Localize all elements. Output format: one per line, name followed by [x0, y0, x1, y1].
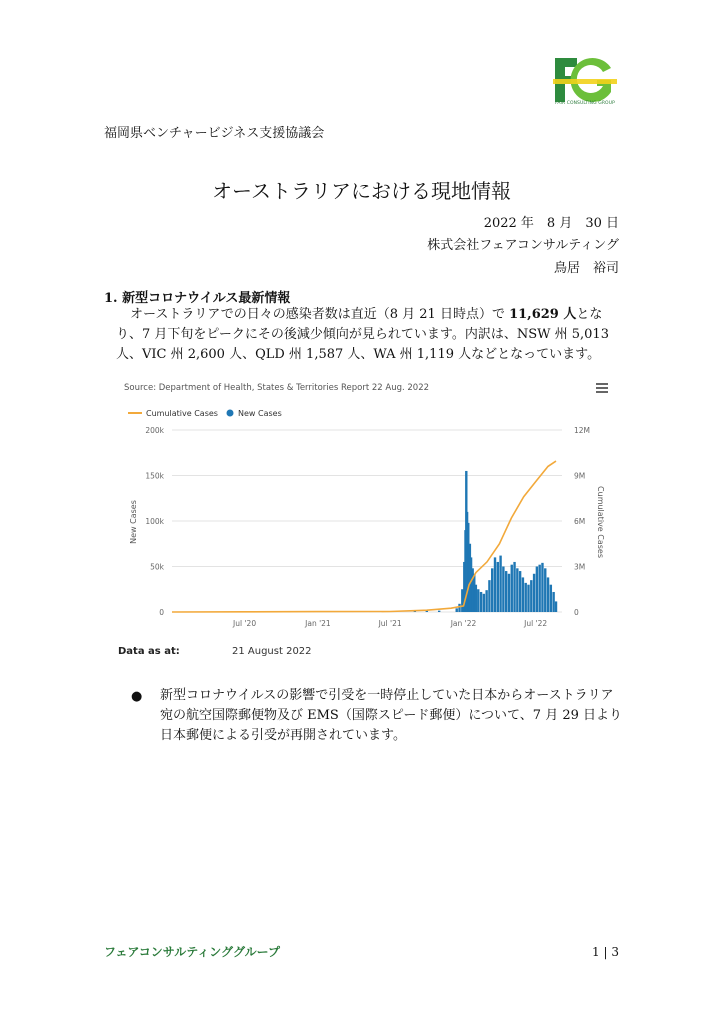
data-as-at-date: 21 August 2022: [232, 646, 312, 657]
new-cases-bar: [497, 562, 499, 612]
y2-axis-label: Cumulative Cases: [596, 486, 605, 558]
new-cases-bar: [508, 574, 510, 612]
new-cases-bar: [488, 580, 490, 612]
new-cases-bar: [480, 592, 482, 612]
legend-cumulative-label: Cumulative Cases: [146, 409, 218, 418]
new-cases-bar: [491, 568, 493, 612]
page-title: オーストラリアにおける現地情報: [212, 179, 511, 203]
y-tick-label: 100k: [145, 517, 164, 526]
new-cases-bar: [527, 585, 529, 612]
chart-source: Source: Department of Health, States & Territories Report 22 Aug. 2022: [124, 383, 430, 393]
new-cases-bar: [547, 577, 549, 612]
section-paragraph: [116, 305, 626, 365]
legend-new-label: New Cases: [238, 409, 282, 418]
menu-icon[interactable]: [596, 383, 608, 393]
new-cases-bar: [458, 604, 460, 612]
addressee: 福岡県ベンチャービジネス支援協議会: [104, 126, 325, 141]
new-cases-bar: [485, 590, 487, 612]
new-cases-bar: [519, 571, 521, 612]
y-axis-label: New Cases: [129, 500, 138, 544]
page-number: 1 | 3: [592, 945, 619, 959]
covid-cases-chart: [110, 372, 620, 667]
document-date: 2022 年 8 月 30 日: [483, 216, 619, 231]
y2-tick-label: 0: [574, 608, 579, 617]
paragraph-prefix: オーストラリアでの日々の感染者数は直近（8 月 21 日時点）で: [130, 307, 510, 322]
y2-tick-label: 9M: [574, 471, 586, 481]
legend-new-swatch: [227, 410, 234, 417]
new-cases-bar: [502, 567, 504, 613]
chart-legend: [128, 409, 282, 418]
paragraph-highlight: 11,629 人: [509, 307, 577, 322]
new-cases-bar: [555, 601, 557, 612]
section-heading: 1. 新型コロナウイルス最新情報: [104, 291, 291, 306]
new-cases-bar: [541, 563, 543, 612]
new-cases-bar: [522, 577, 524, 612]
new-cases-bar: [552, 592, 554, 612]
bullet-marker: ●: [131, 689, 143, 704]
data-as-at-label: Data as at:: [118, 646, 180, 657]
new-cases-bar: [477, 589, 479, 612]
new-cases-bar: [538, 565, 540, 612]
logo-tagline: FAIR CONSULTING GROUP: [555, 101, 615, 106]
y-tick-label: 200k: [145, 426, 164, 435]
new-cases-bar: [494, 557, 496, 612]
new-cases-bar: [516, 568, 518, 612]
new-cases-bar: [505, 571, 507, 612]
new-cases-bar: [550, 585, 552, 612]
new-cases-bar: [513, 562, 515, 612]
paragraph-suffix: となり、7 月下旬をピークにその後減少傾向が見られています。内訳は、NSW 州 5,013 人、VIC 州 2,600 人、QLD 州 1,587 人、WA 州 1,119 人などとなっています。: [116, 307, 609, 362]
y-tick-label: 0: [159, 608, 164, 617]
y2-tick-label: 12M: [574, 426, 591, 435]
new-cases-bar: [533, 574, 535, 612]
y2-tick-label: 3M: [574, 562, 586, 572]
company-name: 株式会社フェアコンサルティング: [427, 238, 619, 253]
y2-tick-label: 6M: [574, 517, 586, 526]
new-cases-bar: [499, 556, 501, 612]
new-cases-bar: [483, 594, 485, 612]
footer-company: フェアコンサルティンググループ: [104, 945, 281, 959]
x-tick-label: Jul '22: [524, 619, 548, 628]
new-cases-bar: [511, 565, 513, 612]
y-tick-label: 50k: [150, 562, 164, 572]
new-cases-bar: [530, 580, 532, 612]
bullet-text: 新型コロナウイルスの影響で引受を一時停止していた日本からオーストラリア宛の航空国際郵便物及び EMS（国際スピード郵便）について、7 月 29 日より日本郵便による引受が再開されています。: [160, 688, 623, 743]
y-tick-label: 150k: [145, 471, 164, 481]
x-tick-label: Jul '21: [378, 619, 402, 628]
author-name: 鳥居 裕司: [553, 261, 619, 276]
x-tick-label: Jan '21: [305, 619, 331, 628]
new-cases-bar: [544, 568, 546, 612]
new-cases-bar: [456, 608, 458, 612]
new-cases-bar: [525, 583, 527, 612]
new-cases-bar: [536, 567, 538, 613]
x-tick-label: Jan '22: [450, 619, 477, 628]
new-cases-bar: [475, 585, 477, 612]
x-tick-label: Jul '20: [233, 619, 257, 628]
new-cases-bar: [438, 611, 440, 612]
